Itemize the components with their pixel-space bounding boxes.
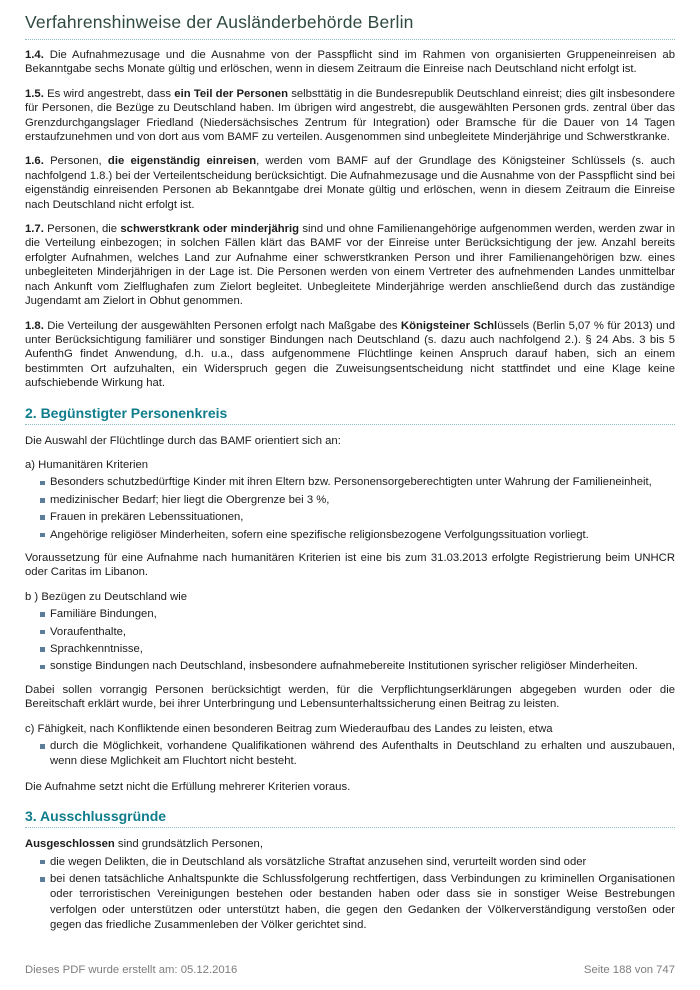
criteria-a-note: Voraussetzung für eine Aufnahme nach humanitären Kriterien ist eine bis zum 31.03.2013 erfolgte Registrierung beim UNHCR oder Caritas im Libanon. [25,551,675,579]
list-item: Angehörige religiöser Minderheiten, sofern eine spezifische religionsbezogene Verfolgungssituation vorliegt. [40,528,675,543]
paragraph-1-7: 1.7. Personen, die schwerstkrank oder minderjährig sind und ohne Familienangehörige aufgenommen werden, werden zwar in die Verteilung einbezogen; in solchen Fällen klärt das BAMF vor der Einreise unter Berücksichtigung der jew. Anzahl bereits erfolgter Aufnahmen, welches Land zur Aufnahme einer schwerstkranken Person und ihrer Familienangehörigen bzw. eines unbegleiteten Minderjährigen in der Lage ist. Die Personen werden von einem Vertreter des aufnehmenden Landes unmittelbar nach Ankunft vom Zielflughafen zum Zielort begleitet. Unbegleitete Minderjährige werden anschließend durch das zuständige Jugendamt am Zielort in Obhut genommen. [25,223,675,308]
criteria-a-list [25,475,675,543]
list-item: Voraufenthalte, [40,625,675,640]
list-item: sonstige Bindungen nach Deutschland, insbesondere aufnahmebereite Institutionen syrischer religiöser Minderheiten. [40,659,675,674]
criteria-c-label: c) Fähigkeit, nach Konfliktende einen besonderen Beitrag zum Wiederaufbau des Landes zu leisten, etwa [25,722,553,735]
criteria-c-list [25,739,675,770]
page-footer [25,964,675,976]
list-item: Besonders schutzbedürftige Kinder mit ihren Eltern bzw. Personensorgeberechtigten unter Wahrung der Familieneinheit, [40,475,675,490]
page-title: Verfahrenshinweise der Ausländerbehörde Berlin [25,12,675,40]
criteria-b-list [25,607,675,675]
footer-created-date: Dieses PDF wurde erstellt am: 05.12.2016 [25,964,238,976]
list-item: die wegen Delikten, die in Deutschland als vorsätzliche Straftat anzusehen sind, verurteilt worden sind oder [40,855,675,870]
list-item: Sprachkenntnisse, [40,642,675,657]
section-2-intro: Die Auswahl der Flüchtlinge durch das BAMF orientiert sich an: [25,434,341,447]
footer-page-number: Seite 188 von 747 [583,964,675,976]
paragraph-1-8: 1.8. Die Verteilung der ausgewählten Personen erfolgt nach Maßgabe des Königsteiner Schlüssels (Berlin 5,07 % für 2013) und unter Berücksichtigung familiärer und sonstiger Bindungen nach Deutschland (s. dazu auch nachfolgend 2.). § 24 Abs. 3 bis 5 AufenthG findet Anwendung, d.h. u.a., dass aufgenommene Flüchtlinge keinen Anspruch darauf haben, sich an einem bestimmten Ort aufzuhalten, ein Widerspruch gegen die Zuweisungsentscheidung nicht stattfindet und eine Klage keine aufschiebende Wirkung hat. [25,319,675,390]
section-3-lead: Ausgeschlossen sind grundsätzlich Personen, [25,838,263,851]
paragraph-1-6: 1.6. Personen, die eigenständig einreisen, werden vom BAMF auf der Grundlage des Königsteiner Schlüssels (s. auch nachfolgend 1.8.) bei der Verteilentscheidung berücksichtigt. Die Aufnahmezusage und die Ausnahme von der Passpflicht sind bei eigenständig einreisenden Personen ab Bekanntgabe drei Monate gültig und erlöschen, wenn in diesem Zeitraum die Einreise nach Deutschland nicht erfolgt ist. [25,155,675,211]
paragraph-1-5: 1.5. Es wird angestrebt, dass ein Teil der Personen selbsttätig in die Bundesrepublik Deutschland einreist; dies gilt insbesondere für Personen, die Bezüge zu Deutschland haben. Im übrigen wird angestrebt, die ausgewählten Personen grds. zentral über das Grenzdurchgangslager Friedland (Niedersächsisches Zentrum für Integration) oder Bramsche für die Dauer von 14 Tagen erstaufzunehmen und von dort aus vom BAMF zu verteilen. Ausgenommen sind unbegleitete Minderjährige und Schwerstkranke. [25,87,676,144]
list-item: medizinischer Bedarf; hier liegt die Obergrenze bei 3 %, [40,493,675,508]
criteria-b-label: b ) Bezügen zu Deutschland wie [25,590,188,603]
criteria-a-label: a) Humanitären Kriterien [25,458,149,471]
section-2-closing: Die Aufnahme setzt nicht die Erfüllung mehrerer Kriterien voraus. [25,780,351,793]
section-3-heading: 3. Ausschlussgründe [25,808,675,828]
list-item: Familiäre Bindungen, [40,607,675,622]
criteria-b-note: Dabei sollen vorrangig Personen berücksichtigt werden, für die Verpflichtungserklärungen abgegeben wurden oder die Bereitschaft erklärt wurde, bei ihrer Unterbringung und Lebensunterhaltssicherung einen Beitrag zu leisten. [25,683,675,711]
section-2-heading: 2. Begünstigter Personenkreis [25,405,675,425]
exclusion-list [25,855,675,934]
list-item: durch die Möglichkeit, vorhandene Qualifikationen während des Aufenthalts in Deutschland zu erhalten und auszubauen, wenn diese Mglichkeit am Fluchtort nicht besteht. [40,739,675,770]
list-item: Frauen in prekären Lebenssituationen, [40,510,675,525]
paragraph-1-4: 1.4. Die Aufnahmezusage und die Ausnahme von der Passpflicht sind im Rahmen von organisierten Gruppeneinreisen ab Bekanntgabe sechs Monate gültig und erlöschen, wenn in diesem Zeitraum die Einreise nach Deutschland nicht erfolgt ist. [25,49,675,76]
list-item: bei denen tatsächliche Anhaltspunkte die Schlussfolgerung rechtfertigen, dass Verbindungen zu kriminellen Organisationen oder terroristischen Vereinigungen bestehen oder bestanden haben oder dass sie in sonstiger Weise Bestrebungen verfolgen oder unterstützen oder unterstützt haben, die gegen den Gedanken der Völkerverständigung verstoßen oder gegen das friedliche Zusammenleben der Völker gerichtet sind. [40,872,675,934]
